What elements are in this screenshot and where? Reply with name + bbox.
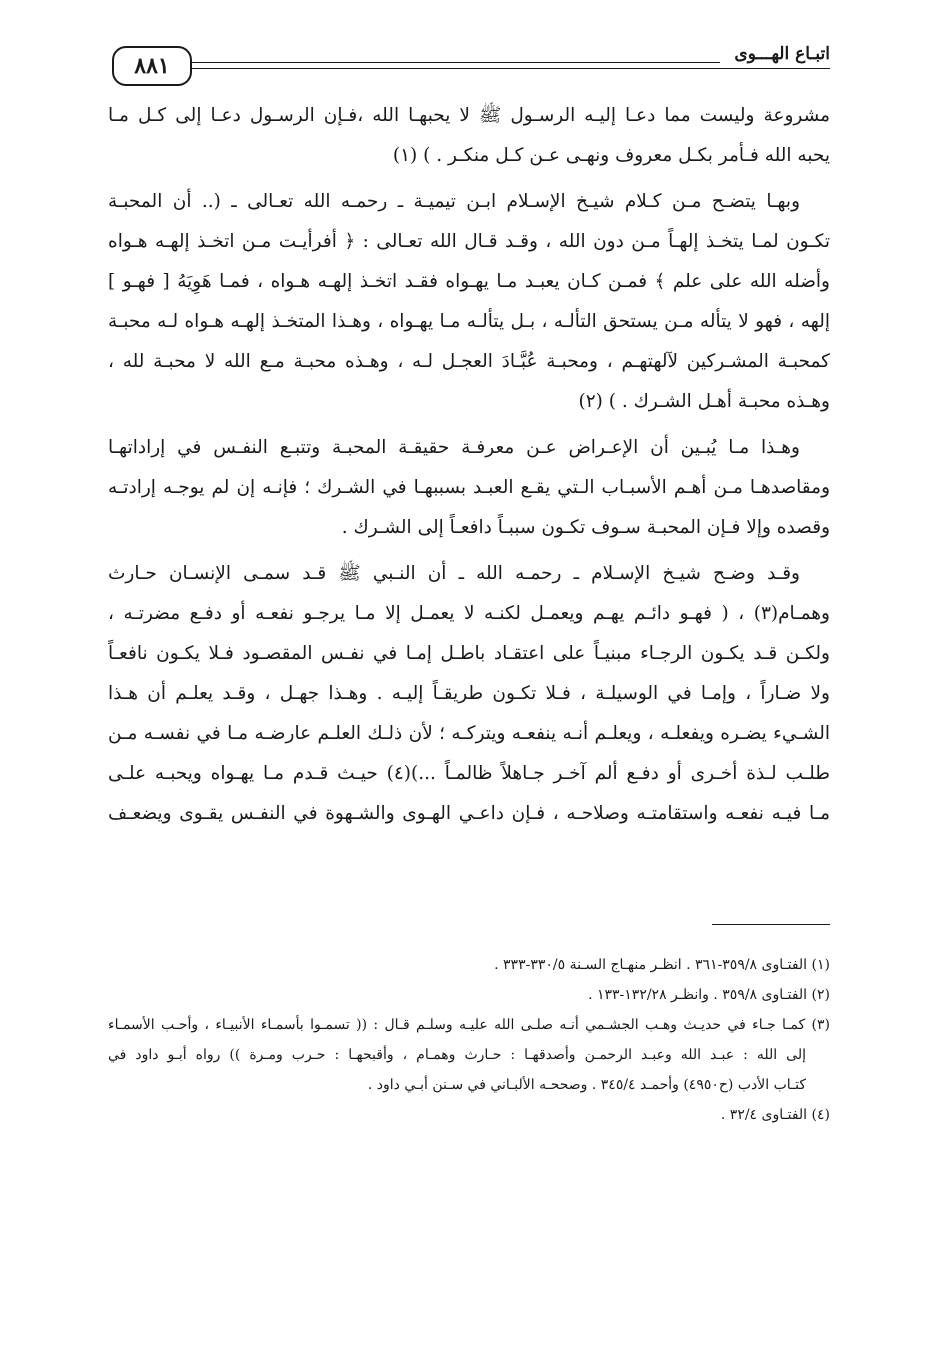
body-text	[108, 96, 830, 834]
footnote-rule	[712, 924, 830, 925]
body-line: يحبه الله فـأمر بكـل معروف ونهـى عـن كـل منكـر . ) (١)	[392, 145, 830, 166]
body-line: وهـذا مـا يُبـين أن الإعـراض عـن معرفـة حقيقـة المحبـة وتتبـع النفـس في إراداتهـا	[108, 437, 800, 458]
body-line: ولكـن قـد يكـون الرجـاء مبنيـاً على اعتقـاد باطـل إمـا في نفـس المقصـود فـلا يكـون نافعـاً	[108, 643, 830, 664]
footnote: (٢) الفتـاوى ٣٥٩/٨ . وانظـر ١٣٢/٢٨-١٣٣ .	[588, 987, 830, 1003]
body-line: وبهـا يتضـح مـن كـلام شيـخ الإسـلام ابـن تيميـة ـ رحمـه الله تعـالى ـ (.. أن المحبـة	[108, 191, 800, 212]
body-line: ولا ضـاراً ، وإمـا في الوسيلـة ، فـلا تكـون طريقـاً إليـه . وهـذا جهـل ، وقـد يعلـم أن هـذا	[108, 683, 830, 704]
header-rule	[192, 68, 830, 69]
body-line: كمحبـة المشـركين لآلهتهـم ، ومحبـة عُبَّـادَ العجـل لـه ، وهـذه محبـة مـع الله لا محبـة لله ،	[108, 351, 830, 372]
footnote-continuation: إلى الله : عبـد الله وعبـد الرحمـن وأصدقهـا : حـارث وهمـام ، وأقبحهـا : حـرب ومـرة )) رواه أبـو داود في	[108, 1047, 806, 1063]
running-title: اتبـاع الهـــوى	[728, 44, 830, 64]
footnote-continuation: كتـاب الأدب (ح٤٩٥٠) وأحمـد ٣٤٥/٤ . وصححـه الألبـاني في سـنن أبـي داود .	[367, 1077, 806, 1093]
footnotes	[108, 950, 830, 1130]
body-line: ومقاصدهـا مـن أهـم الأسبـاب الـتي يقـع العبـد بسببهـا في الشـرك ؛ فإنـه إن لم يوجـه إرادتـه	[108, 477, 830, 498]
header-rule	[192, 62, 720, 63]
body-line: الشـيء يضـره ويفعلـه ، ويعلـم أنـه ينفعـه ويتركـه ؛ لأن ذلـك العلـم عارضـه مـا في نفسـه مـن	[108, 723, 830, 744]
body-line: تكـون لمـا يتخـذ إلهـاً مـن دون الله ، وقـد قـال الله تعـالى : ﴿ أفرأيـت مـن اتخـذ إلهـه هـواه	[108, 231, 830, 252]
body-line: وقـد وضـح شيـخ الإسـلام ـ رحمـه الله ـ أن النـبي ﷺ قـد سمـى الإنسـان حـارث	[108, 563, 800, 584]
body-line: وهمـام(٣) ، ( فهـو دائـم يهـم ويعمـل لكنـه لا يعمـل إلا مـا يرجـو نفعـه أو دفـع مضرتـه ،	[108, 603, 830, 624]
body-line: إلهه ، فهو لا يتأله مـن يستحق التألـه ، بـل يتألـه مـا يهـواه ، وهـذا المتخـذ إلهـه هـواه لـه محبـة	[108, 311, 830, 332]
body-line: وهـذه محبـة أهـل الشـرك . ) (٢)	[578, 391, 830, 412]
body-line: طلـب لـذة أخـرى أو دفـع ألم آخـر جـاهلاً ظالمـاً ...)(٤) حيـث قـدم مـا يهـواه ويحبـه علـى	[108, 763, 830, 784]
body-line: وقصده وإلا فـإن المحبـة سـوف تكـون سببـاً دافعـاً إلى الشـرك .	[341, 517, 830, 538]
body-line: مشروعة وليست مما دعـا إليـه الرسـول ﷺ لا يحبهـا الله ،فـإن الرسـول دعـا إلى كـل مـا	[108, 105, 830, 126]
page-header	[112, 42, 830, 94]
page-number: ٨٨١	[112, 46, 192, 86]
footnote: (٤) الفتـاوى ٣٢/٤ .	[720, 1107, 830, 1123]
body-line: وأضله الله على علم ﴾ فمـن كـان يعبـد مـا يهـواه فقـد اتخـذ إلهـه هـواه ، فمـا هَوِيَهُ [ فهـو ]	[108, 271, 830, 292]
body-line: مـا فيـه نفعـه واستقامتـه وصلاحـه ، فـإن داعـي الهـوى والشـهوة في النفـس يقـوى ويضعـف	[108, 803, 830, 824]
footnote: (٣) كمـا جـاء في حديـث وهـب الجشـمي أنـه صلـى الله عليـه وسلـم قـال : (( تسمـوا بأسمـاء الأنبيـاء ، وأحـب الأسمـاء	[108, 1017, 830, 1033]
footnote: (١) الفتـاوى ٣٥٩/٨-٣٦١ . انظـر منهـاج السـنة ٣٣٠/٥-٣٣٣ .	[494, 957, 830, 973]
